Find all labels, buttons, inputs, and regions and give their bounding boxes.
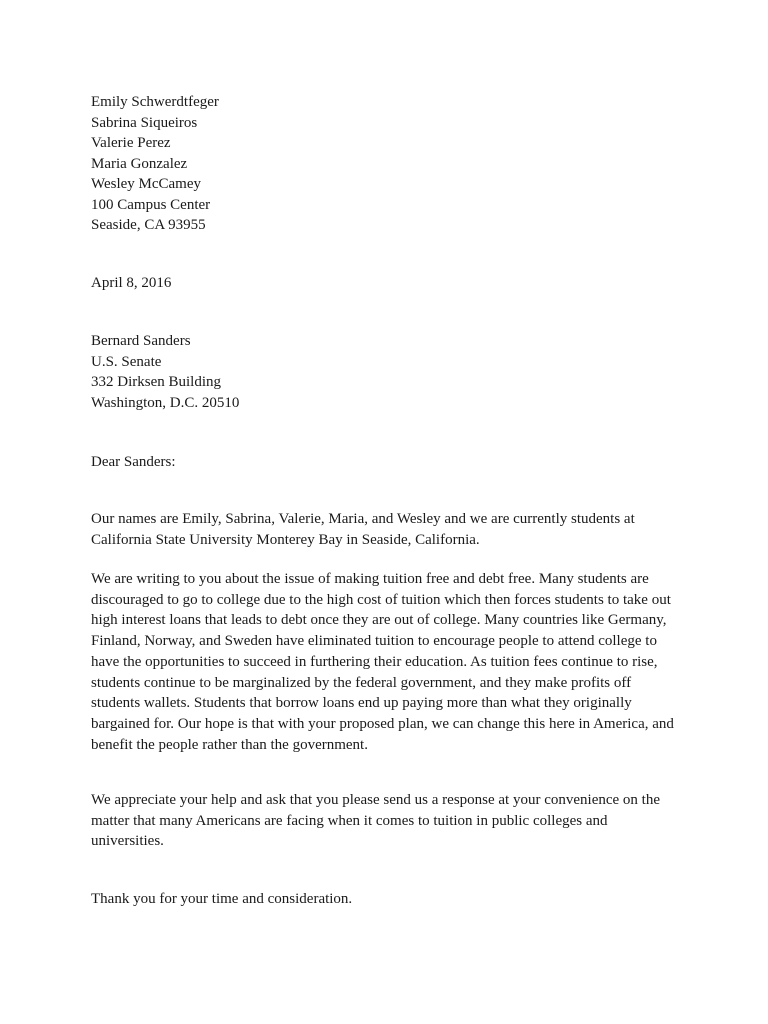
sender-city-line: Seaside, CA 93955 (91, 217, 206, 233)
paragraph-line: matter that many Americans are facing when it comes to tuition in public colleges and (91, 812, 608, 829)
paragraph-line: universities. (91, 833, 164, 850)
paragraph-line: We appreciate your help and ask that you please send us a response at your convenience on the (91, 792, 661, 808)
sender-address-line: 100 Campus Center (91, 196, 211, 213)
paragraph-line: have the opportunities to succeed in furthering their education. As tuition fees continue to rise, (91, 653, 658, 670)
recipient-city-line: Washington, D.C. 20510 (91, 394, 240, 411)
paragraph-line: California State University Monterey Bay in Seaside, California. (91, 531, 480, 548)
paragraph-line: bargained for. Our hope is that with your proposed plan, we can change this here in America, and (91, 715, 674, 732)
recipient-address-line: 332 Dirksen Building (91, 374, 221, 390)
paragraph-line: We are writing to you about the issue of making tuition free and debt free. Many students are (91, 571, 649, 587)
paragraph-line: high interest loans that leads to debt once they are out of college. Many countries like Germany, (91, 612, 667, 629)
paragraph-line: Finland, Norway, and Sweden have eliminated tuition to encourage people to attend college to (91, 633, 657, 650)
letter-date: April 8, 2016 (91, 275, 172, 291)
body-paragraph-2 (91, 569, 691, 755)
paragraph-line: students wallets. Students that borrow loans end up paying more than what they originally (91, 695, 632, 712)
salutation: Dear Sanders: (91, 454, 176, 470)
sender-name: Valerie Perez (91, 135, 171, 151)
paragraph-line: benefit the people rather than the government. (91, 736, 368, 753)
body-paragraph-3 (91, 790, 691, 852)
salutation-block (91, 452, 691, 473)
recipient-name: Bernard Sanders (91, 333, 191, 349)
paragraph-line: Our names are Emily, Sabrina, Valerie, Maria, and Wesley and we are currently students at (91, 511, 635, 527)
closing-line: Thank you for your time and consideration. (91, 891, 353, 907)
sender-name: Sabrina Siqueiros (91, 114, 198, 131)
recipient-organization: U.S. Senate (91, 353, 162, 370)
paragraph-line: students continue to be marginalized by the federal government, and they make profits off (91, 674, 632, 691)
paragraph-line: discouraged to go to college due to the high cost of tuition which then forces students to take out (91, 591, 671, 608)
sender-name: Wesley McCamey (91, 176, 202, 192)
letter-date-block (91, 273, 691, 294)
sender-block (91, 92, 691, 236)
closing-block (91, 889, 691, 910)
sender-name: Emily Schwerdtfeger (91, 94, 219, 110)
body-paragraph-1 (91, 509, 691, 550)
sender-name: Maria Gonzalez (91, 155, 188, 172)
recipient-block (91, 331, 691, 413)
